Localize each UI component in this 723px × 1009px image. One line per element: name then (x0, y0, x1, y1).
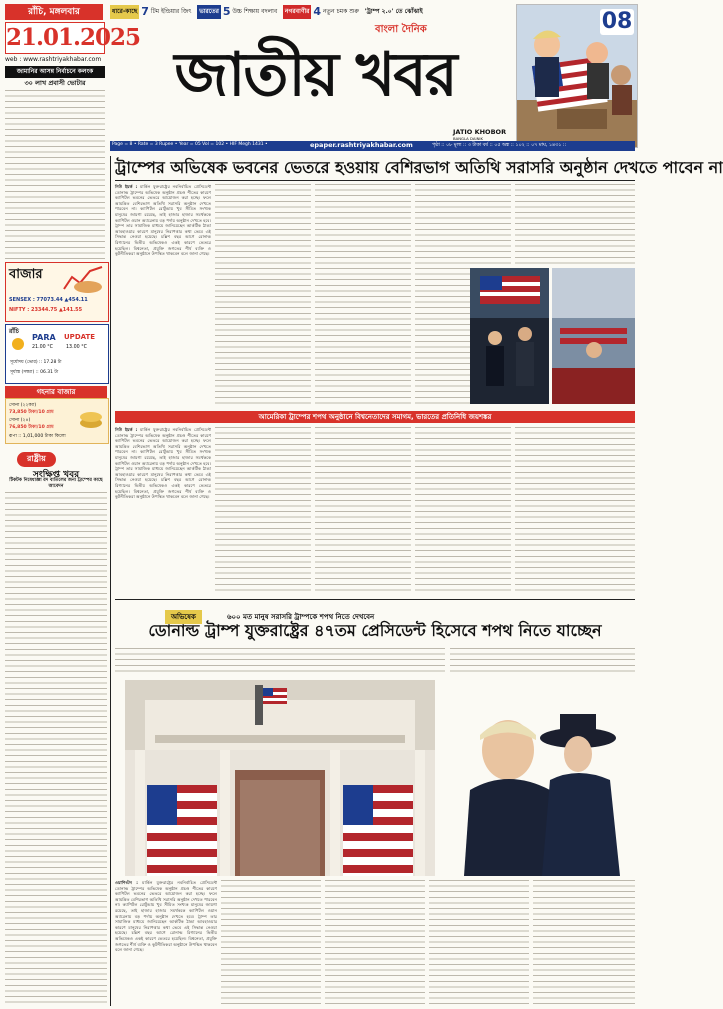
second-col-5 (533, 880, 635, 1004)
sun-icon (9, 335, 27, 353)
second-col-2 (221, 880, 321, 1004)
lead-col-5 (515, 184, 635, 266)
nifty: NIFTY : 23344.75 ▲141.55 (9, 307, 83, 313)
masthead-cartoon (516, 4, 638, 148)
reg-info: Page = 8 • Rate = 3 Rupee • Year = 05 Vol = 102 • HIF Megh 1431 • (112, 142, 268, 147)
sidebar-top-sub: ৩০ লাখ প্রবাসী ভোটার (24, 79, 86, 87)
second-dateline: ওয়াশিংটন : (115, 880, 138, 885)
lead2-col-2 (215, 427, 311, 595)
gold-24-price: 76,850 টাকা/10 গ্রাম (9, 425, 54, 430)
lead-col-1 (115, 184, 211, 406)
page-number: 08 (601, 9, 633, 34)
weather-title: PARA (32, 333, 56, 342)
lead-col-3 (315, 184, 411, 406)
lead-body-1: মার্কিন যুক্তরাষ্ট্রের নবনির্বাচিত প্রেসিডেন্ট ডোনাল্ড ট্রাম্পের অভিষেক অনুষ্ঠান প্রচণ্ড শীতের কারণে ক্যাপিটল ভবনের ভেতরে আয়োজন করা হচ্ছে। ফলে আমন্ত্রিত বেশিরভাগ অতিথি সরাসরি অনুষ্ঠান দেখতে পারবেন না। ক্যাপিটল রোটুন্ডায় খুব সীমিত সংখ্যক মানুষের জায়গা রয়েছে, তাই হাজার হাজার সমর্থককে ক্যাপিটল ওয়ান অ্যারেনায় বড় পর্দায় অনুষ্ঠান দেখতে হবে। ট্রাম্প তার সামাজিক মাধ্যমে জানিয়েছেন আর্কটিক ঠান্ডা আবহাওয়ার কারণে মানুষের নিরাপত্তার কথা ভেবে এই সিদ্ধান্ত নেওয়া হয়েছে। চল্লিশ বছর আগে রোনাল্ড রিগ্যানের দ্বিতীয় অভিষেকও একই কারণে ভেতরে হয়েছিল। বিশ্বনেতা, প্রযুক্তি জগতের শীর্ষ ব্যক্তি ও কূটনীতিকরা অনুষ্ঠানে উপস্থিত থাকবেন বলে জানা গেছে। (115, 184, 211, 257)
market-title: বাজার (9, 267, 43, 282)
brief-headline[interactable]: টিকটক নিষেধাজ্ঞা রদ বাতিলের জন্য ট্রাম্পের কাছে আবেদন (9, 478, 103, 489)
gold-24-label: সোনা (২৪) (9, 418, 31, 423)
lead-rule (115, 180, 635, 181)
teaser-1[interactable]: ধারে-কাছে 7 টিম ইন্ডিয়ার জিৎ (112, 5, 192, 18)
trump-photo-image (460, 680, 635, 876)
second-kicker: অভিষেক (165, 610, 202, 624)
teaser-2[interactable]: ভারতের 5 উচ্চ শিক্ষায় বদলাব (199, 5, 278, 18)
capitol-photo (125, 680, 435, 876)
second-kicker-line: ৬০০ মত মানুষ সরাসরি ট্রাম্পকে শপথ নিতে দেখবেন (226, 613, 375, 621)
lead-col-2 (215, 184, 311, 406)
lead-photo-2-image (552, 268, 635, 404)
masthead-title: জাতীয় খবর (174, 40, 456, 110)
gold-22-price: 73,850 টাকা/10 গ্রাম (9, 410, 54, 415)
lead-photo-2 (552, 268, 635, 404)
subtitle: বাংলা দৈনিক (375, 24, 427, 35)
second-intro-lines-2 (450, 648, 635, 676)
teaser-3[interactable]: নগরবাণীর 4 নতুন চমক শুরু (284, 5, 359, 18)
second-col-4 (429, 880, 529, 1004)
teaser-strip (110, 5, 520, 19)
lead2-body-1: মার্কিন যুক্তরাষ্ট্রের নবনির্বাচিত প্রেসিডেন্ট ডোনাল্ড ট্রাম্পের অভিষেক অনুষ্ঠান প্রচণ্ড শীতের কারণে ক্যাপিটল ভবনের ভেতরে আয়োজন করা হচ্ছে। ফলে আমন্ত্রিত বেশিরভাগ অতিথি সরাসরি অনুষ্ঠান দেখতে পারবেন না। ক্যাপিটল রোটুন্ডায় খুব সীমিত সংখ্যক মানুষের জায়গা রয়েছে, তাই হাজার হাজার সমর্থককে ক্যাপিটল ওয়ান অ্যারেনায় বড় পর্দায় অনুষ্ঠান দেখতে হবে। ট্রাম্প তার সামাজিক মাধ্যমে জানিয়েছেন আর্কটিক ঠান্ডা আবহাওয়ার কারণে মানুষের নিরাপত্তার কথা ভেবে এই সিদ্ধান্ত নেওয়া হয়েছে। চল্লিশ বছর আগে রোনাল্ড রিগ্যানের দ্বিতীয় অভিষেকও একই কারণে ভেতরে হয়েছিল। বিশ্বনেতা, প্রযুক্তি জগতের শীর্ষ ব্যক্তি ও কূটনীতিকরা অনুষ্ঠানে উপস্থিত থাকবেন বলে জানা গেছে। (115, 427, 211, 500)
column-divider (110, 156, 111, 1006)
second-col-1 (115, 880, 217, 1004)
website-url[interactable]: web : www.rashtriyakhabar.com (5, 56, 102, 63)
gold-coins-icon (78, 405, 104, 431)
capitol-photo-image (125, 680, 435, 876)
lead2-col-3 (315, 427, 411, 595)
lead2-col-4 (415, 427, 511, 595)
brief-body (5, 492, 107, 1004)
weather-update: UPDATE (64, 333, 96, 341)
bull-icon (60, 265, 106, 295)
silver-price: রূপা :: 1,01,000 টাকা কিলো (9, 434, 66, 439)
brief-header (5, 446, 107, 480)
lead-banner[interactable]: আমেরিকা ট্রাম্পের শপথ অনুষ্ঠানে বিশ্বনেতাদের সমাগম, ভারতের প্রতিনিধি জয়শঙ্কর (115, 411, 635, 423)
lead-headline[interactable]: ট্রাম্পের অভিষেক ভবনের ভেতরে হওয়ায় বেশিরভাগ অতিথি সরাসরি অনুষ্ঠান দেখতে পাবেন না (115, 158, 723, 177)
lead2-col-5 (515, 427, 635, 595)
sunset: সূর্যাস্ত (সন্ধ্যা) :: 06.31 টা (10, 370, 59, 375)
issue-info: পৃষ্ঠা :: ০৮ মূল্য :: ৩ টাকা বর্ষ :: ০৫ অঙ্ক :: ১০২ :: ০৭ মাঘ, ১৪৩১ :: (432, 143, 567, 148)
weather-box (5, 324, 109, 384)
lead-photo-1-image (470, 268, 549, 404)
gold-22-label: সোনা (২২ক্যা) (9, 403, 37, 408)
epaper-url[interactable]: epaper.rashtriyakhabar.com (310, 141, 413, 149)
market-box (5, 262, 109, 322)
weather-city: রাঁচি (9, 328, 19, 335)
registration-bar (110, 141, 635, 151)
brief-title: রাষ্ট্রীয় (17, 452, 56, 467)
sidebar-top-title[interactable]: জামানির আসন্ন নির্বাচনে কলংক (5, 66, 105, 78)
city-day: রাঁচি, মঙ্গলবার (28, 7, 80, 17)
min-temp: 13.00 °C (66, 345, 88, 350)
lead2-col-1 (115, 427, 211, 595)
second-body-1: মার্কিন যুক্তরাষ্ট্রের নবনির্বাচিত প্রেসিডেন্ট ডোনাল্ড ট্রাম্পের অভিষেক অনুষ্ঠান প্রচণ্ড শীতের কারণে ক্যাপিটল ভবনের ভেতরে আয়োজন করা হচ্ছে। ফলে আমন্ত্রিত বেশিরভাগ অতিথি সরাসরি অনুষ্ঠান দেখতে পারবেন না। ক্যাপিটল রোটুন্ডায় খুব সীমিত সংখ্যক মানুষের জায়গা রয়েছে, তাই হাজার হাজার সমর্থককে ক্যাপিটল ওয়ান অ্যারেনায় বড় পর্দায় অনুষ্ঠান দেখতে হবে। ট্রাম্প তার সামাজিক মাধ্যমে জানিয়েছেন আর্কটিক ঠান্ডা আবহাওয়ার কারণে মানুষের নিরাপত্তার কথা ভেবে এই সিদ্ধান্ত নেওয়া হয়েছে। চল্লিশ বছর আগে রোনাল্ড রিগ্যানের দ্বিতীয় অভিষেকও একই কারণে ভেতরে হয়েছিল। বিশ্বনেতা, প্রযুক্তি জগতের শীর্ষ ব্যক্তি ও কূটনীতিকরা অনুষ্ঠানে উপস্থিত থাকবেন বলে জানা গেছে। (115, 880, 217, 953)
second-col-3 (325, 880, 425, 1004)
max-temp: 21.00 °C (32, 345, 54, 350)
second-intro-lines (115, 648, 445, 676)
lead-dateline: নিউ ইয়র্ক : (115, 184, 138, 189)
brief-sub: সংক্ষিপ্ত খবর (32, 470, 80, 480)
lead2-dateline: নিউ ইয়র্ক : (115, 427, 138, 432)
second-headline[interactable]: ডোনাল্ড ট্রাম্প যুক্তরাষ্ট্রের ৪৭তম প্রেসিডেন্ট হিসেবে শপথ নিতে যাচ্ছেন (148, 621, 602, 640)
bullion-title: গহনার বাজার (5, 386, 107, 398)
sensex: SENSEX : 77073.44 ▲454.11 (9, 297, 88, 303)
sidebar-top-body (5, 90, 105, 260)
issue-date: 21.01.2025 (5, 22, 105, 54)
sunrise: সূর্যোদয় (ভোর) :: 17.28 টা (10, 360, 62, 365)
lead-photo-1 (470, 268, 549, 404)
latin-sub: BANGLA DAINIK (453, 136, 484, 141)
teaser-4[interactable]: 'ট্রাম্প ২.০' তে ঝোঁঝাই (364, 8, 423, 15)
bullion-box (5, 398, 109, 444)
latin-name: JATIO KHOBOR (453, 128, 507, 136)
date-strip (5, 4, 103, 20)
trump-photo (460, 680, 635, 876)
second-rule (115, 599, 635, 600)
